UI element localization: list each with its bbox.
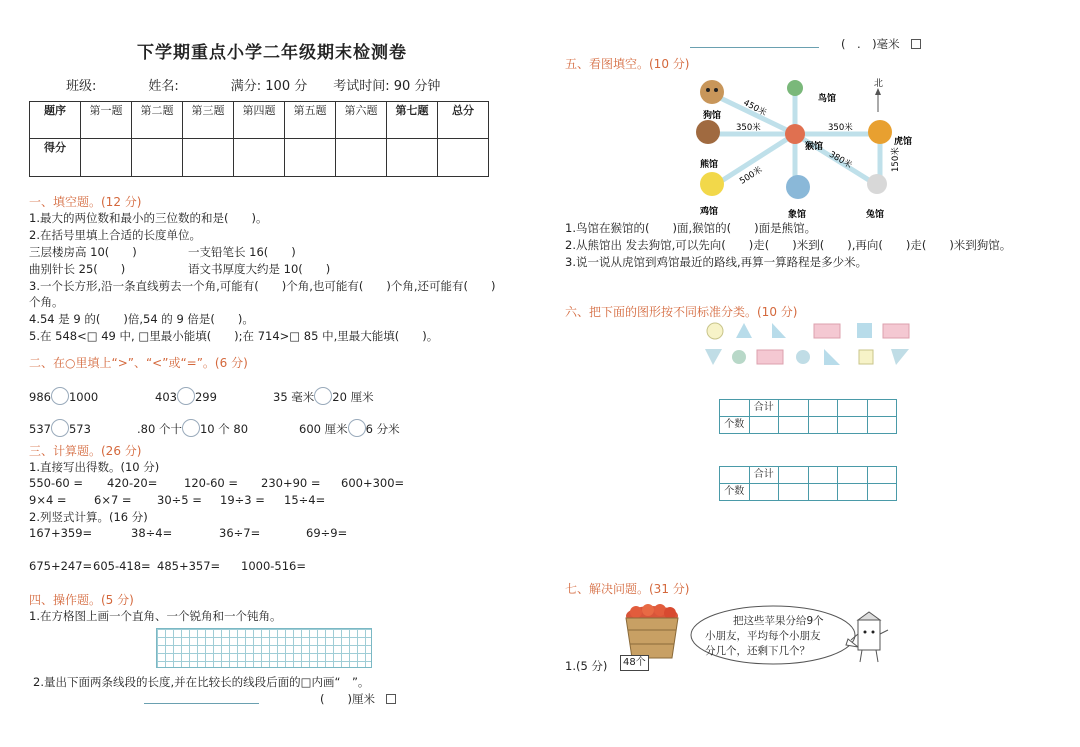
cell[interactable] (720, 467, 750, 484)
calc-item: 675+247= (29, 559, 93, 573)
compare-left: 600 厘米 (299, 422, 348, 436)
calc-item: 600+300= (341, 476, 405, 490)
question-text: 1.鸟馆在猴馆的( )面,猴馆的( )面是熊馆。 (565, 221, 817, 235)
question-text: 3.一个长方形,沿一条直线剪去一个角,可能有( )个角,也可能有( )个角,还可能有( ) (29, 279, 496, 293)
compare-left: 537 (29, 422, 51, 436)
distance-label: 350米 (736, 123, 761, 133)
rectangle-shape (814, 324, 840, 338)
triangle-shape (736, 323, 752, 338)
calc-item: 485+357= (157, 559, 221, 573)
shape-set (700, 320, 915, 370)
circle-shape (707, 323, 723, 339)
tiger-icon (868, 120, 892, 144)
score-header-cell: 总分 (438, 102, 489, 139)
section-title-problems: 七、解决问题。(31 分) (565, 582, 690, 596)
calc-item: 550-60 = (29, 476, 84, 490)
total-label: 合计 (749, 400, 779, 417)
drawing-grid[interactable] (156, 628, 372, 668)
compare-circle[interactable] (51, 387, 69, 405)
zoo-map (690, 72, 920, 222)
calc-item: 38÷4= (131, 526, 173, 540)
cell[interactable] (808, 400, 838, 417)
question-text: 语文书厚度大约是 10( ) (188, 262, 331, 276)
classify-table-2 (719, 466, 897, 501)
compare-circle[interactable] (177, 387, 195, 405)
bubble-text: 把这些苹果分给9个 (733, 615, 824, 627)
square-shape (859, 350, 873, 364)
triangle-shape (772, 323, 786, 338)
distance-label: 500米 (738, 165, 765, 187)
compare-item (299, 419, 400, 438)
score-input-cell[interactable] (285, 139, 336, 177)
compare-right: 6 分米 (365, 422, 400, 436)
bird-icon (787, 80, 803, 96)
distance-label: 450米 (741, 98, 769, 119)
section-title-operation: 四、操作题。(5 分) (29, 593, 134, 607)
score-table (29, 101, 489, 177)
question-text: 曲别针长 25( ) (29, 262, 126, 276)
compare-circle[interactable] (51, 419, 69, 437)
compare-circle[interactable] (182, 419, 200, 437)
score-input-cell[interactable] (336, 139, 387, 177)
question-text: 1.在方格图上画一个直角、一个锐角和一个钝角。 (29, 609, 282, 623)
question-text: 1.最大的两位数和最小的三位数的和是( )。 (29, 211, 268, 225)
score-header-cell: 第三题 (183, 102, 234, 139)
map-label: 狗馆 (703, 111, 722, 121)
compare-left: 35 毫米 (273, 390, 315, 404)
cell[interactable] (779, 400, 809, 417)
question-text: 5.在 548<□ 49 中, □里最小能填( );在 714>□ 85 中,里最大能填( )。 (29, 329, 439, 343)
cell[interactable] (779, 467, 809, 484)
cell[interactable] (838, 417, 868, 434)
section-title-compare: 二、在○里填上“>”、“<”或“=”。(6 分) (29, 356, 248, 370)
measure-answer (841, 37, 921, 53)
calc-item: 1000-516= (241, 559, 307, 573)
bubble-text: 分几个，还剩下几个？ (705, 645, 810, 657)
score-header-cell: 题序 (30, 102, 81, 139)
calc-item: 69÷9= (306, 526, 348, 540)
bear-icon (696, 120, 720, 144)
map-label: 虎馆 (894, 137, 913, 147)
question-text: 个角。 (29, 295, 64, 309)
cell[interactable] (808, 467, 838, 484)
question-text: 2.在括号里填上合适的长度单位。 (29, 228, 201, 242)
score-header-cell: 第七题 (387, 102, 438, 139)
rectangle-shape (757, 350, 783, 364)
cell[interactable] (867, 484, 897, 501)
measure-unit: ( . )毫米 (841, 37, 900, 51)
subsection-title: 1.直接写出得数。(10 分) (29, 460, 160, 474)
subsection-title: 2.列竖式计算。(16 分) (29, 510, 148, 524)
cell[interactable] (838, 467, 868, 484)
circle-shape (732, 350, 746, 364)
compare-left: 403 (155, 390, 177, 404)
question-text: 3.说一说从虎馆到鸡馆最近的路线,再算一算路程是多少米。 (565, 255, 868, 269)
question-text: 4.54 是 9 的( )倍,54 的 9 倍是( )。 (29, 312, 254, 326)
score-header-cell: 第四题 (234, 102, 285, 139)
cell[interactable] (867, 400, 897, 417)
page-title: 下学期重点小学二年级期末检测卷 (137, 43, 407, 63)
north-label: 北 (874, 79, 884, 89)
section-title-fill-blank: 一、填空题。(12 分) (29, 195, 142, 209)
measure-unit: ( )厘米 (320, 692, 375, 706)
score-input-cell[interactable] (387, 139, 438, 177)
basket-count-tag: 48个 (620, 655, 649, 671)
calc-item: 230+90 = (261, 476, 321, 490)
bubble-text: 小朋友，平均每个小朋友 (705, 630, 821, 642)
cell[interactable] (720, 400, 750, 417)
score-row-label: 得分 (30, 139, 81, 177)
rabbit-icon (867, 174, 887, 194)
compare-right: 20 厘米 (332, 390, 374, 404)
rectangle-shape (883, 324, 909, 338)
compare-item (29, 419, 91, 438)
calc-item: 6×7 = (94, 493, 132, 507)
compare-item (273, 387, 374, 406)
calc-item: 30÷5 = (157, 493, 202, 507)
score-input-cell[interactable] (183, 139, 234, 177)
calc-item: 15÷4= (284, 493, 326, 507)
compare-left: .80 个十 (137, 422, 182, 436)
calc-item: 420-20= (107, 476, 158, 490)
calc-item: 605-418= (93, 559, 151, 573)
line-segment-a (144, 703, 259, 704)
compare-left: 986 (29, 390, 51, 404)
section-title-classify: 六、把下面的图形按不同标准分类。(10 分) (565, 305, 798, 319)
score-header-cell: 第六题 (336, 102, 387, 139)
question-text: 一支铅笔长 16( ) (188, 245, 296, 259)
score-input-cell[interactable] (132, 139, 183, 177)
cell[interactable] (779, 417, 809, 434)
triangle-shape (891, 349, 909, 365)
calc-item: 19÷3 = (220, 493, 265, 507)
cell[interactable] (838, 400, 868, 417)
compare-right: 10 个 80 (199, 422, 249, 436)
compare-item (29, 387, 98, 406)
compare-item (155, 387, 217, 406)
cell[interactable] (779, 484, 809, 501)
circle-shape (796, 350, 810, 364)
map-label: 鸡馆 (700, 207, 719, 217)
map-label: 熊馆 (700, 160, 719, 170)
compare-item (137, 419, 248, 438)
score-header-cell: 第五题 (285, 102, 336, 139)
count-label: 个数 (720, 417, 750, 434)
dog-icon (700, 80, 724, 104)
compare-right: 573 (68, 422, 91, 436)
check-box[interactable] (386, 694, 396, 704)
question-text: 三层楼房高 10( ) (29, 245, 137, 259)
distance-label: 150米 (891, 147, 901, 172)
map-label: 象馆 (788, 210, 807, 220)
cell[interactable] (838, 484, 868, 501)
student-info-line: 班级: 姓名: 满分: 100 分 考试时间: 90 分钟 (66, 79, 441, 94)
question-text: 2.从熊馆出 发去狗馆,可以先向( )走( )米到( ),再向( )走( )米到狗馆。 (565, 238, 1012, 252)
compare-right: 299 (194, 390, 217, 404)
map-label: 兔馆 (866, 210, 885, 220)
section-title-map: 五、看图填空。(10 分) (565, 57, 690, 71)
question-text: 2.量出下面两条线段的长度,并在比较长的线段后面的□内画“ ”。 (33, 675, 370, 689)
classify-table-1 (719, 399, 897, 434)
score-input-cell[interactable] (234, 139, 285, 177)
elephant-icon (786, 175, 810, 199)
triangle-shape (824, 349, 840, 365)
milk-carton-character (850, 610, 890, 666)
score-header-cell: 第一题 (81, 102, 132, 139)
line-segment-b (690, 47, 819, 48)
distance-label: 380米 (827, 149, 854, 171)
distance-label: 350米 (828, 123, 853, 133)
cell[interactable] (749, 484, 779, 501)
cell[interactable] (749, 417, 779, 434)
check-box[interactable] (911, 39, 921, 49)
calc-item: 167+359= (29, 526, 93, 540)
question-text: 1.(5 分) (565, 659, 608, 673)
section-title-calculation: 三、计算题。(26 分) (29, 444, 142, 458)
triangle-shape (705, 349, 722, 365)
map-label: 猴馆 (805, 142, 824, 152)
calc-item: 9×4 = (29, 493, 67, 507)
cell[interactable] (867, 467, 897, 484)
score-header-cell: 第二题 (132, 102, 183, 139)
score-input-cell[interactable] (438, 139, 489, 177)
calc-item: 120-60 = (184, 476, 239, 490)
chicken-icon (700, 172, 724, 196)
score-input-cell[interactable] (81, 139, 132, 177)
square-shape (857, 323, 872, 338)
cell[interactable] (808, 484, 838, 501)
monkey-icon (785, 124, 805, 144)
total-label: 合计 (749, 467, 779, 484)
cell[interactable] (808, 417, 838, 434)
compare-circle[interactable] (314, 387, 332, 405)
compare-right: 1000 (68, 390, 99, 404)
measure-answer (320, 692, 396, 708)
map-label: 鸟馆 (818, 94, 837, 104)
count-label: 个数 (720, 484, 750, 501)
calc-item: 36÷7= (219, 526, 261, 540)
cell[interactable] (867, 417, 897, 434)
compare-circle[interactable] (348, 419, 366, 437)
